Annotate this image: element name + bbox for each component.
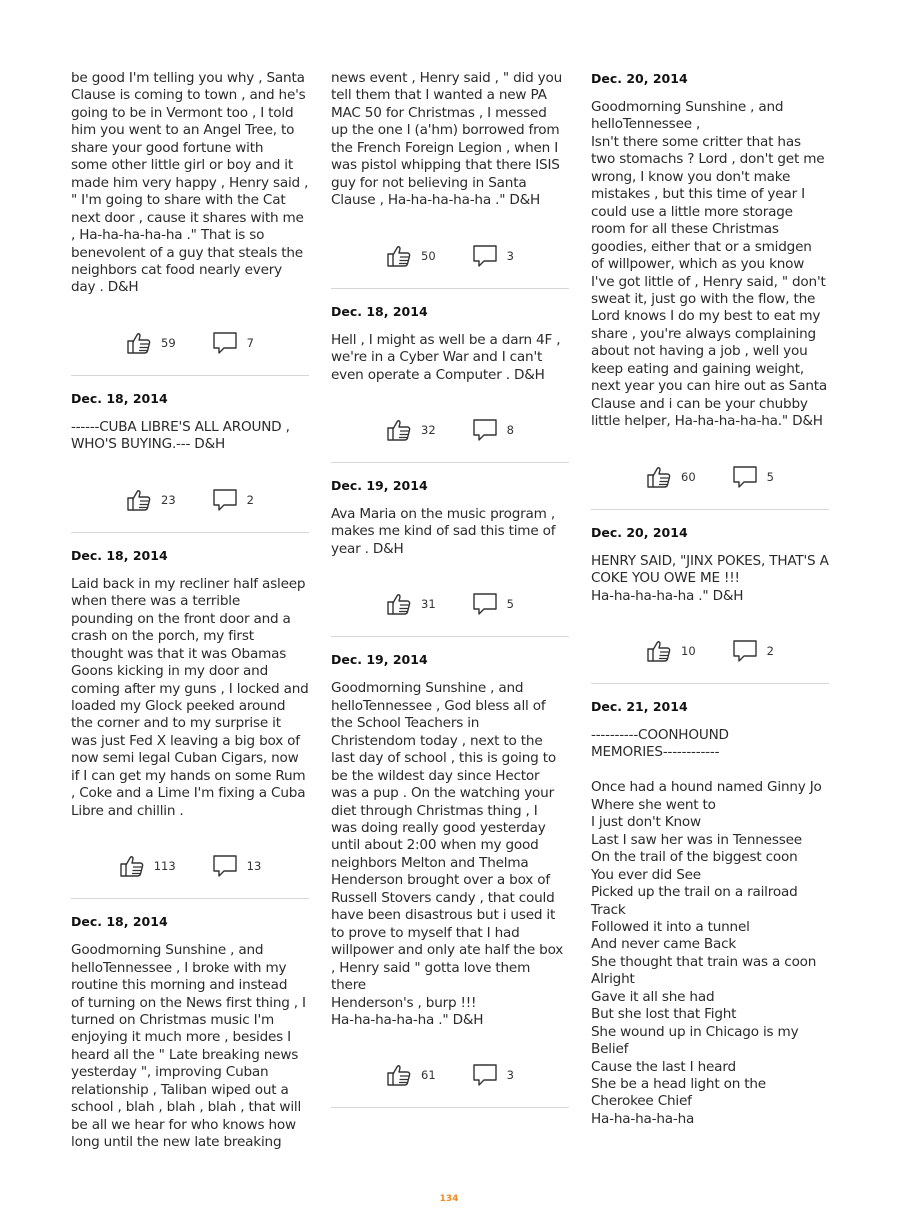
comment-stat[interactable] xyxy=(212,488,254,512)
post-body: HENRY SAID, "JINX POKES, THAT'S A COKE YOU OWE ME !!! Ha-ha-ha-ha-ha ." D&H xyxy=(591,552,829,604)
post xyxy=(331,70,569,289)
comment-stat[interactable] xyxy=(732,639,774,663)
post-stats xyxy=(71,486,309,514)
like-stat[interactable] xyxy=(646,465,696,489)
post-divider xyxy=(591,683,829,684)
thumbs-up-icon xyxy=(386,1063,412,1087)
post-body: Goodmorning Sunshine , and helloTennessee , Isn't there some critter that has two stomachs ? Lord , don't get me wrong, I know you don't make mistakes , but this time of year I could use a little more storage room for all these Christmas goodies, either that or a smidgen of willpower, which as you know I've got little of , Henry said, " don't sweat it, just go with the flow, the Lord knows I do my best to eat my share , you're always complaining about not having a job , well you keep eating and gaining weight, next year you can hire out as Santa Clause and i can be your chubby little helper, Ha-ha-ha-ha-ha." D&H xyxy=(591,99,828,430)
post-body: Goodmorning Sunshine , and helloTennessee , I broke with my routine this morning and instead of turning on the News first thing , I turned on Christmas music I'm enjoying it much more , besides I heard all the " Late breaking news yesterday ", improving Cuban relationship , Taliban wiped out a school , blah , blah , blah , that will be all we hear for who knows how long until the new late breaking xyxy=(71,942,306,1151)
like-stat[interactable] xyxy=(386,418,436,442)
post-stats xyxy=(331,416,569,444)
like-stat[interactable] xyxy=(646,639,696,663)
like-count: 32 xyxy=(421,422,436,437)
post xyxy=(331,651,569,1108)
like-count: 23 xyxy=(161,492,176,507)
post xyxy=(591,524,829,684)
post-date: Dec. 20, 2014 xyxy=(591,524,688,540)
comment-stat[interactable] xyxy=(212,331,254,355)
thumbs-up-icon xyxy=(119,854,145,878)
post-stats xyxy=(71,852,309,880)
like-stat[interactable] xyxy=(119,854,176,878)
post-body: ----------COONHOUND MEMORIES------------ Once had a hound named Ginny Jo Where she went to I just don't Know Last I saw her was in Tennessee On the trail of the biggest coon You ever did See Picked up the trail on a railroad Track Followed it into a tunnel And never came Back She thought that train was a coon Alright Gave it all she had But she lost that Fight She wound up in Chicago is my Belief Cause the last I heard She be a head light on the Cherokee Chief Ha-ha-ha-ha-ha xyxy=(591,726,822,1127)
like-stat[interactable] xyxy=(126,331,176,355)
like-count: 31 xyxy=(421,597,436,612)
comment-stat[interactable] xyxy=(472,1063,514,1087)
thumbs-up-icon xyxy=(386,592,412,616)
comment-count: 7 xyxy=(246,335,254,350)
comment-count: 2 xyxy=(246,492,254,507)
comment-bubble-icon xyxy=(732,639,758,663)
post-divider xyxy=(71,375,309,376)
post xyxy=(591,70,829,510)
comment-count: 8 xyxy=(506,422,514,437)
post-divider xyxy=(71,898,309,899)
like-count: 61 xyxy=(421,1068,436,1083)
post-divider xyxy=(331,462,569,463)
post-date: Dec. 21, 2014 xyxy=(591,698,688,714)
post-date: Dec. 18, 2014 xyxy=(71,914,168,930)
thumbs-up-icon xyxy=(646,465,672,489)
like-stat[interactable] xyxy=(126,488,176,512)
post-body: news event , Henry said , " did you tell them that I wanted a new PA MAC 50 for Christmas , I messed up the one I (a'hm) borrowed from the French Foreign Legion , when I was pistol whipping that there ISIS guy for not believing in Santa Clause , Ha-ha-ha-ha-ha ." D&H xyxy=(331,70,563,209)
comment-bubble-icon xyxy=(212,854,238,878)
post-date: Dec. 18, 2014 xyxy=(331,303,428,319)
post-divider xyxy=(591,509,829,510)
post xyxy=(71,70,309,376)
like-stat[interactable] xyxy=(386,1063,436,1087)
comment-stat[interactable] xyxy=(212,854,262,878)
post xyxy=(71,390,309,533)
comment-bubble-icon xyxy=(472,244,498,268)
post xyxy=(71,913,309,1151)
like-count: 50 xyxy=(421,248,436,263)
post-date: Dec. 18, 2014 xyxy=(71,547,168,563)
post-divider xyxy=(71,532,309,533)
comment-count: 2 xyxy=(766,643,774,658)
comment-count: 13 xyxy=(246,859,262,874)
post-date: Dec. 20, 2014 xyxy=(591,71,688,86)
post-stats xyxy=(591,463,829,491)
column-1 xyxy=(71,70,309,1152)
like-stat[interactable] xyxy=(386,592,436,616)
post xyxy=(71,547,309,899)
post-stats xyxy=(331,590,569,618)
column-2 xyxy=(331,70,569,1122)
post xyxy=(331,477,569,637)
post-date: Dec. 18, 2014 xyxy=(71,390,168,406)
post-divider xyxy=(331,1107,569,1108)
post xyxy=(591,698,829,1128)
thumbs-up-icon xyxy=(646,639,672,663)
like-count: 59 xyxy=(161,335,176,350)
comment-bubble-icon xyxy=(472,592,498,616)
post-body: Hell , I might as well be a darn 4F , we're in a Cyber War and I can't even operate a Computer . D&H xyxy=(331,331,561,383)
post-stats xyxy=(591,637,829,665)
like-stat[interactable] xyxy=(386,244,436,268)
comment-bubble-icon xyxy=(212,488,238,512)
post-body: Goodmorning Sunshine , and helloTennessee , God bless all of the School Teachers in Christendom today , next to the last day of school , this is going to be the wildest day since Hector was a pup . On the watching your diet through Christmas thing , I was doing really good yesterday until about 2:00 when my good neighbors Melton and Thelma Henderson brought over a box of Russell Stovers candy , that could have been disastrous but i used it to prove to myself that I had willpower and only ate half the box , Henry said " gotta love them there Henderson's , burp !!! Ha-ha-ha-ha-ha ." D&H xyxy=(331,680,564,1028)
post-stats xyxy=(71,329,309,357)
column-3 xyxy=(591,70,829,1128)
post-stats xyxy=(331,242,569,270)
post-date: Dec. 19, 2014 xyxy=(331,477,428,493)
comment-bubble-icon xyxy=(212,331,238,355)
post-stats xyxy=(331,1061,569,1089)
post-body: Laid back in my recliner half asleep when there was a terrible pounding on the front door and a crash on the porch, my first thought was that it was Obamas Goons kicking in my door and coming after my guns , I locked and loaded my Glock peeked around the corner and to my surprise it was just Fed X leaving a big box of now semi legal Cuban Cigars, now if I can get my hands on some Rum , Coke and a Lime I'm fixing a Cuba Libre and chillin . xyxy=(71,575,309,819)
like-count: 10 xyxy=(681,643,696,658)
comment-count: 3 xyxy=(506,1068,514,1083)
page-number: 134 xyxy=(439,1194,459,1204)
like-count: 60 xyxy=(681,469,696,484)
post-body: Ava Maria on the music program , makes me kind of sad this time of year . D&H xyxy=(331,505,556,557)
post-body: be good I'm telling you why , Santa Clause is coming to town , and he's going to be in Vermont too , I told him you went to an Angel Tree, to share your good fortune with some other little girl or boy and it made him very happy , Henry said , " I'm going to share with the Cat next door , cause it shares with me , Ha-ha-ha-ha-ha ." That is so benevolent of a guy that steals the neighbors cat food nearly every day . D&H xyxy=(71,70,309,296)
comment-count: 5 xyxy=(506,597,514,612)
comment-stat[interactable] xyxy=(732,465,774,489)
comment-bubble-icon xyxy=(472,1063,498,1087)
like-count: 113 xyxy=(153,859,176,874)
comment-stat[interactable] xyxy=(472,244,514,268)
thumbs-up-icon xyxy=(386,418,412,442)
post-divider xyxy=(331,288,569,289)
thumbs-up-icon xyxy=(126,488,152,512)
comment-bubble-icon xyxy=(732,465,758,489)
post-divider xyxy=(331,636,569,637)
thumbs-up-icon xyxy=(126,331,152,355)
comment-stat[interactable] xyxy=(472,418,514,442)
thumbs-up-icon xyxy=(386,244,412,268)
comment-count: 5 xyxy=(766,469,774,484)
comment-bubble-icon xyxy=(472,418,498,442)
post-date: Dec. 19, 2014 xyxy=(331,652,428,668)
comment-stat[interactable] xyxy=(472,592,514,616)
comment-count: 3 xyxy=(506,248,514,263)
post-body: ------CUBA LIBRE'S ALL AROUND , WHO'S BUYING.--- D&H xyxy=(71,418,290,453)
post xyxy=(331,303,569,463)
